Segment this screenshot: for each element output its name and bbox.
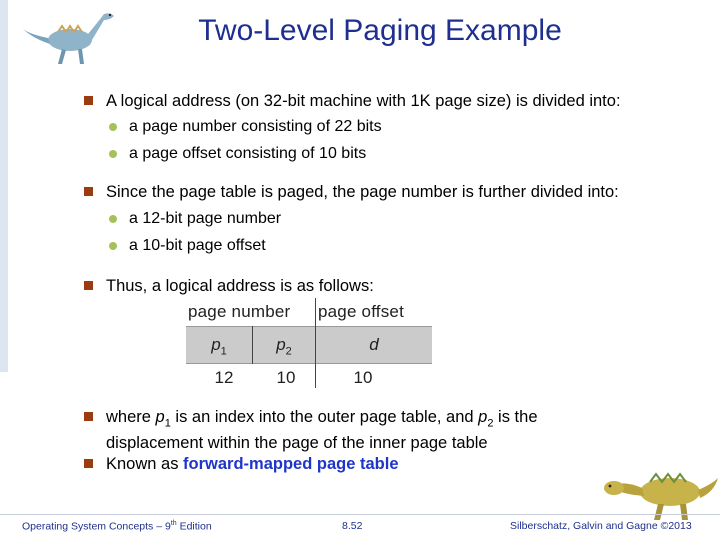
bullet-dot-icon	[109, 150, 117, 158]
left-accent-bar	[0, 0, 8, 372]
bullet-square-icon	[84, 96, 93, 105]
footer-divider	[0, 514, 720, 515]
bits-d: 10	[353, 368, 373, 387]
bullet-dot-icon	[109, 242, 117, 250]
cell-p1: $p_1$	[211, 335, 227, 358]
logical-address-box	[186, 326, 432, 364]
diagram-header-page-offset: page offset	[318, 302, 405, 321]
footer-copyright: Silberschatz, Galvin and Gagne ©2013	[510, 520, 692, 532]
cell-d: d	[369, 335, 379, 354]
dinosaur-logo-icon	[18, 4, 118, 68]
bullet-square-icon	[84, 459, 93, 468]
bullet-square-icon	[84, 412, 93, 421]
slide-title: Two-Level Paging Example	[198, 14, 562, 47]
bullet-square-icon	[84, 281, 93, 290]
bullet-square-icon	[84, 187, 93, 196]
divider-p2-d	[315, 298, 316, 388]
forward-mapped-highlight: forward-mapped page table	[183, 455, 399, 473]
bullet-dot-icon	[109, 123, 117, 131]
footer-page-number: 8.52	[342, 520, 363, 532]
footer-book-title: Operating System Concepts – 9th Edition	[22, 520, 212, 533]
dinosaur-footer-icon	[600, 458, 720, 522]
divider-p1-p2	[252, 326, 253, 364]
bullet-dot-icon	[109, 215, 117, 223]
bits-p1: 12	[214, 368, 234, 387]
bits-p2: 10	[276, 368, 296, 387]
diagram-header-page-number: page number	[188, 302, 291, 321]
cell-p2: $p_2$	[276, 335, 292, 358]
